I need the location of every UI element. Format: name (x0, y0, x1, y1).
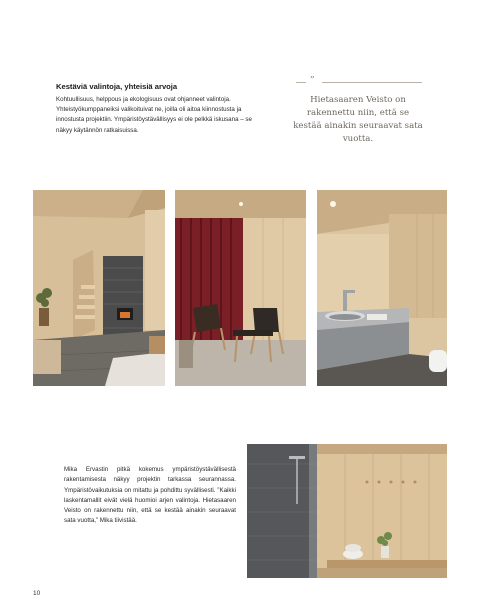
pull-quote-text: Hietasaaren Veisto on rakennettu niin, että se kestää ainakin seuraavat sata vuotta. (293, 95, 423, 144)
quote-mark-icon: ” (310, 76, 315, 86)
intro-section (56, 82, 256, 136)
intro-paragraph: Kohtuullisuus, helppous ja ekologisuus ovat ohjanneet valintoja. Yhteistyökumppaneiksi valikoituivat ne, joilla oli aitoa kiinnostusta ja innostusta projektiin. Ympäristöystävällisyys ei ole pelkkä iskusana – se näkyy käytännön ratkaisuissa. (56, 96, 252, 134)
pull-quote (292, 76, 424, 144)
quote-rule-right (322, 82, 422, 83)
steel-sink-bathroom-photo (317, 190, 447, 386)
shower-sauna-room-photo (247, 444, 447, 578)
story-paragraph: Mika Ervastin pitkä kokemus ympäristöystävällisestä rakentamisesta näkyy projektin tarkassa seurannassa. Ympäristövaikutuksia on mitattu ja pohdittu syvällisesti. ”Kaikki laskentamallit eivät vielä huomioi arjen valintoja. Hietasaaren Veisto on rakennettu niin, että se kestää ainakin seuraavat sata vuotta,” Mika tiivistää. (64, 466, 236, 525)
living-room-fireplace-photo (33, 190, 165, 386)
quote-rule-left (296, 82, 306, 83)
story-section (64, 465, 236, 527)
lounge-chairs-red-curtain-photo (175, 190, 306, 386)
intro-heading: Kestäviä valintoja, yhteisiä arvoja (56, 82, 178, 91)
page-number: 10 (33, 590, 41, 597)
